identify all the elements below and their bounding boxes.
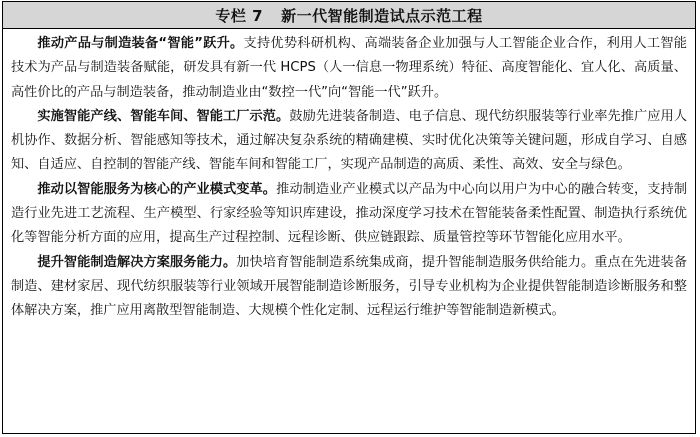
box-number: 专栏 7	[215, 6, 264, 25]
paragraph-lead: 推动产品与制造装备“智能”跃升。	[37, 36, 244, 51]
paragraph-lead: 推动以智能服务为核心的产业模式变革。	[37, 181, 277, 197]
paragraph-body: 支持优势科研机构、高端装备企业加强与人工智能企业合作，利用人工智能技术为产品与制造装备赋能，研发具有新一代 HCPS（人一信息一物理系统）特征、高度智能化、宜人化、高质量、高性价比的产品与制造装备，推动制造业由“数控一代”向“智能一代”跃升。	[11, 36, 687, 100]
paragraph-solution-service	[11, 251, 687, 324]
box-title: 新一代智能制造试点示范工程	[281, 6, 483, 25]
feature-box	[2, 1, 696, 434]
paragraph-lead: 实施智能产线、智能车间、智能工厂示范。	[37, 108, 290, 124]
paragraph-product-upgrade	[11, 32, 687, 105]
box-header	[3, 2, 695, 29]
paragraph-body: 推动制造业产业模式以产品为中心向以用户为中心的融合转变，支持制造行业先进工艺流程、生产模型、行家经验等知识库建设，推动深度学习技术在智能装备柔性配置、制造执行系统优化等智能分析方面的应用，提高生产过程控制、远程诊断、供应链跟踪、质量管控等环节智能化应用水平。	[11, 181, 688, 246]
box-content	[3, 29, 695, 324]
paragraph-smart-factory	[11, 105, 687, 178]
paragraph-body: 鼓励先进装备制造、电子信息、现代纺织服装等行业率先推广应用人机协作、数据分析、智能感知等技术，通过解决复杂系统的精确建模、实时优化决策等关键问题，形成自学习、自感知、自适应、自控制的智能产线、智能车间和智能工厂，实现产品制造的高质、柔性、高效、安全与绿色。	[11, 108, 688, 173]
paragraph-smart-service	[11, 178, 687, 251]
paragraph-body: 加快培育智能制造系统集成商，提升智能制造服务供给能力。重点在先进装备制造、建材家居、现代纺织服装等行业领域开展智能制造诊断服务，引导专业机构为企业提供智能制造诊断服务和整体解决方案，推广应用离散型智能制造、大规模个性化定制、远程运行维护等智能制造新模式。	[11, 254, 688, 319]
paragraph-lead: 提升智能制造解决方案服务能力。	[37, 254, 237, 270]
